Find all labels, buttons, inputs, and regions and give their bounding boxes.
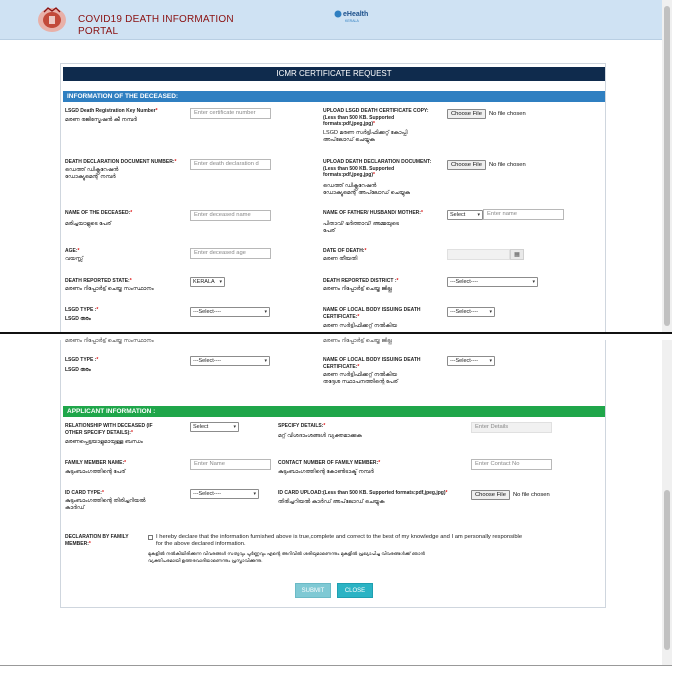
screenshot-divider [0,332,672,334]
id-type-ml-label: കുടുംബാംഗത്തിന്റെ തിരിച്ചറിയൽ കാർഡ് [65,498,146,511]
chevron-down-icon: ▾ [532,279,535,285]
id-type-label: ID CARD TYPE:* [65,490,104,496]
screen-bottom-edge [0,665,672,666]
lsgd-key-label: LSGD Death Registration Key Number* [65,108,158,114]
local-body-value: ---Select---- [450,358,479,364]
no-file-text: No file chosen [488,111,526,117]
ddd-number-input[interactable]: Enter death declaration d [190,159,271,170]
relationship-select[interactable] [190,422,239,432]
lsgd-type-value: ---Select---- [193,309,222,315]
chevron-down-icon: ▾ [489,309,492,315]
applicant-section-header: APPLICANT INFORMATION : [63,406,605,417]
local-body-select[interactable] [447,356,495,366]
contact-input[interactable]: Enter Contact No [471,459,552,470]
close-button[interactable]: CLOSE [337,583,373,598]
state-value: KERALA [193,279,215,285]
district-ml-label: മരണം റിപ്പോർട്ട് ചെയ്ത ജില്ല [323,286,392,292]
ddd-number-label: DEATH DECLARATION DOCUMENT NUMBER:* [65,159,177,165]
district-value: ---Select---- [450,279,479,285]
relationship-ml-label: മരണപ്പെട്ടയാളുമായുള്ള ബന്ധം [65,439,143,445]
lsgd-key-input[interactable]: Enter certificate number [190,108,271,119]
upload-lsgd-file[interactable] [447,109,526,119]
choose-file-button[interactable]: Choose File [447,109,486,119]
portal-title [78,14,234,38]
id-upload-ml-label: തിരിച്ചറിയൽ കാർഡ് അപ്‌ലോഡ് ചെയ്യുക [278,499,385,505]
calendar-icon[interactable]: ▦ [510,249,524,260]
deceased-name-label: NAME OF THE DECEASED:* [65,210,133,216]
age-label: AGE:* [65,248,80,254]
scrollbar-bottom[interactable] [662,340,672,666]
local-body-value: ---Select---- [450,309,479,315]
upload-ddd-ml-label: ഡെത്ത് ഡിക്ലറേഷൻ ഡോക്യുമെന്റ് അപ്‌ലോഡ് ചെയ്യുക [323,183,411,196]
contact-label: CONTACT NUMBER OF FAMILY MEMBER:* [278,460,381,466]
portal-title-line2: PORTAL [78,26,119,37]
date-of-death-ml-label: മരണ തീയതി [323,256,358,262]
form-panel-bottom [60,340,606,608]
declaration-label: DECLARATION BY FAMILY MEMBER:* [65,534,129,547]
deceased-section-header: INFORMATION OF THE DECEASED: [63,91,605,102]
ehealth-logo-sub: KERALA [345,19,359,23]
chevron-down-icon: ▾ [219,279,222,285]
lsgd-type-select[interactable] [190,307,270,317]
district-select[interactable] [447,277,538,287]
local-body-ml-label: മരണ സർട്ടിഫിക്കറ്റ് നൽകിയ തദ്ദേശ സ്ഥാപനത്തിന്റെ പേര് [323,372,398,385]
state-label: DEATH REPORTED STATE:* [65,278,132,284]
ehealth-logo [333,9,377,23]
relationship-value: Select [193,424,209,430]
date-of-death-label: DATE OF DEATH:* [323,248,367,254]
id-type-value: ---Select---- [193,491,222,497]
chevron-down-icon: ▾ [489,358,492,364]
site-header [0,0,662,40]
form-panel-top [60,63,606,333]
specify-label: SPECIFY DETAILS:* [278,423,326,429]
father-name-ml-label: പിതാവ്/ ഭർത്താവ്/ അമ്മയുടെ പേര് [323,221,399,234]
lsgd-type-label: LSGD TYPE :* [65,307,99,313]
chevron-down-icon: ▾ [264,358,267,364]
family-name-ml-label: കുടുംബാംഗത്തിന്റെ പേര് [65,469,126,475]
submit-button[interactable]: SUBMIT [295,583,331,598]
portal-title-line1: COVID19 DEATH INFORMATION [78,14,234,25]
upload-ddd-file[interactable] [447,160,526,170]
chevron-down-icon: ▾ [233,424,236,430]
ddd-number-ml-label: ഡെത്ത് ഡിക്ലറേഷൻ ഡോക്യുമെന്റ് നമ്പർ [65,167,119,180]
contact-ml-label: കുടുംബാംഗത്തിന്റെ കോൺടാക്ട് നമ്പർ [278,469,374,475]
age-ml-label: വയസ്സ് [65,256,83,262]
id-upload-label: ID CARD UPLOAD:(Less than 500 KB. Supported formats:pdf,jpeg,jpg)* [278,490,448,496]
family-name-input[interactable]: Enter Name [190,459,271,470]
declaration-checkbox[interactable] [148,535,153,540]
scrollbar-top[interactable] [662,0,672,333]
lsgd-type-select[interactable] [190,356,270,366]
lsgd-type-sub-label: LSGD തരം [65,367,91,373]
age-input[interactable]: Enter deceased age [190,248,271,259]
lsgd-type-value: ---Select---- [193,358,222,364]
id-upload-file[interactable] [471,490,550,500]
scrollbar-thumb[interactable] [664,490,670,650]
state-select[interactable] [190,277,225,287]
family-name-label: FAMILY MEMBER NAME:* [65,460,127,466]
specify-ml-label: മറ്റ് വിശദാംശങ്ങൾ വ്യക്തമാക്കുക [278,433,362,439]
local-body-select[interactable] [447,307,495,317]
upload-lsgd-ml-label: LSGD മരണ സർട്ടിഫിക്കറ്റ് കോപ്പി അപ്‌ലോഡ് ചെയ്യുക [323,130,408,143]
local-body-ml-label: മരണ സർട്ടിഫിക്കറ്റ് നൽകിയ [323,323,398,329]
lsgd-type-sub-label: LSGD തരം [65,316,91,322]
father-relation-value: Select [450,212,466,218]
choose-file-button[interactable]: Choose File [471,490,510,500]
chevron-down-icon: ▾ [264,309,267,315]
father-name-input[interactable]: Enter name [483,209,564,220]
local-body-label: NAME OF LOCAL BODY ISSUING DEATH CERTIFICATE:* [323,357,421,370]
choose-file-button[interactable]: Choose File [447,160,486,170]
id-type-select[interactable] [190,489,259,499]
date-of-death-input[interactable] [447,249,510,260]
district-ml-label: മരണം റിപ്പോർട്ട് ചെയ്ത ജില്ല [323,338,392,344]
upload-ddd-label: UPLOAD DEATH DECLARATION DOCUMENT: (Less than 500 KB. Supported formats:pdf,jpeg,jpg)* [323,159,432,178]
state-ml-label: മരണം റിപ്പോർട്ട് ചെയ്ത സംസ്ഥാനം [65,338,154,344]
declaration-ml-text: മുകളിൽ നൽകിയിരിക്കുന്ന വിവരങ്ങൾ സത്യവും പൂർണ്ണവും എന്റെ അറിവിൽ ശരിയുമാണെന്നും മുകളിൽ പ്രഖ്യാപിച്ച വിവരങ്ങൾക്ക് ഞാൻ വ്യക്തിപരമായി ഉത്തരവാദിയാണെന്നും പ്രസ്താവിക്കുന്നു. [148,551,425,563]
scrollbar-thumb[interactable] [664,6,670,326]
district-label: DEATH REPORTED DISTRICT :* [323,278,399,284]
father-name-label: NAME OF FATHER/ HUSBAND/ MOTHER:* [323,210,423,216]
ehealth-logo-text: eHealth [343,11,369,18]
deceased-name-input[interactable]: Enter deceased name [190,210,271,221]
chevron-down-icon: ▾ [253,491,256,497]
relationship-label: RELATIONSHIP WITH DECEASED (IF OTHER SPECIFY DETAILS):* [65,423,153,436]
state-ml-label: മരണം റിപ്പോർട്ട് ചെയ്ത സംസ്ഥാനം [65,286,154,292]
lsgd-type-label: LSGD TYPE :* [65,357,99,363]
kerala-emblem-icon [34,6,70,34]
father-relation-select[interactable] [447,210,483,220]
declaration-text: I hereby declare that the information furnished above is true,complete and correct to the best of my knowledge and I am personally responsible for the above declared information. [156,534,523,547]
lsgd-key-ml-label: മരണ രജിസ്ട്രേഷൻ കീ നമ്പർ [65,117,137,123]
upload-lsgd-label: UPLOAD LSGD DEATH CERTIFICATE COPY: (Less than 500 KB. Supported formats:pdf,jpeg,jpg)* [323,108,429,127]
specify-input[interactable]: Enter Details [471,422,552,433]
form-title: ICMR CERTIFICATE REQUEST [63,67,605,81]
chevron-down-icon: ▾ [477,212,480,218]
no-file-text: No file chosen [488,162,526,168]
deceased-name-ml-label: മരിച്ചയാളുടെ പേര് [65,221,112,227]
no-file-text: No file chosen [512,492,550,498]
local-body-label: NAME OF LOCAL BODY ISSUING DEATH CERTIFICATE:* [323,307,421,320]
